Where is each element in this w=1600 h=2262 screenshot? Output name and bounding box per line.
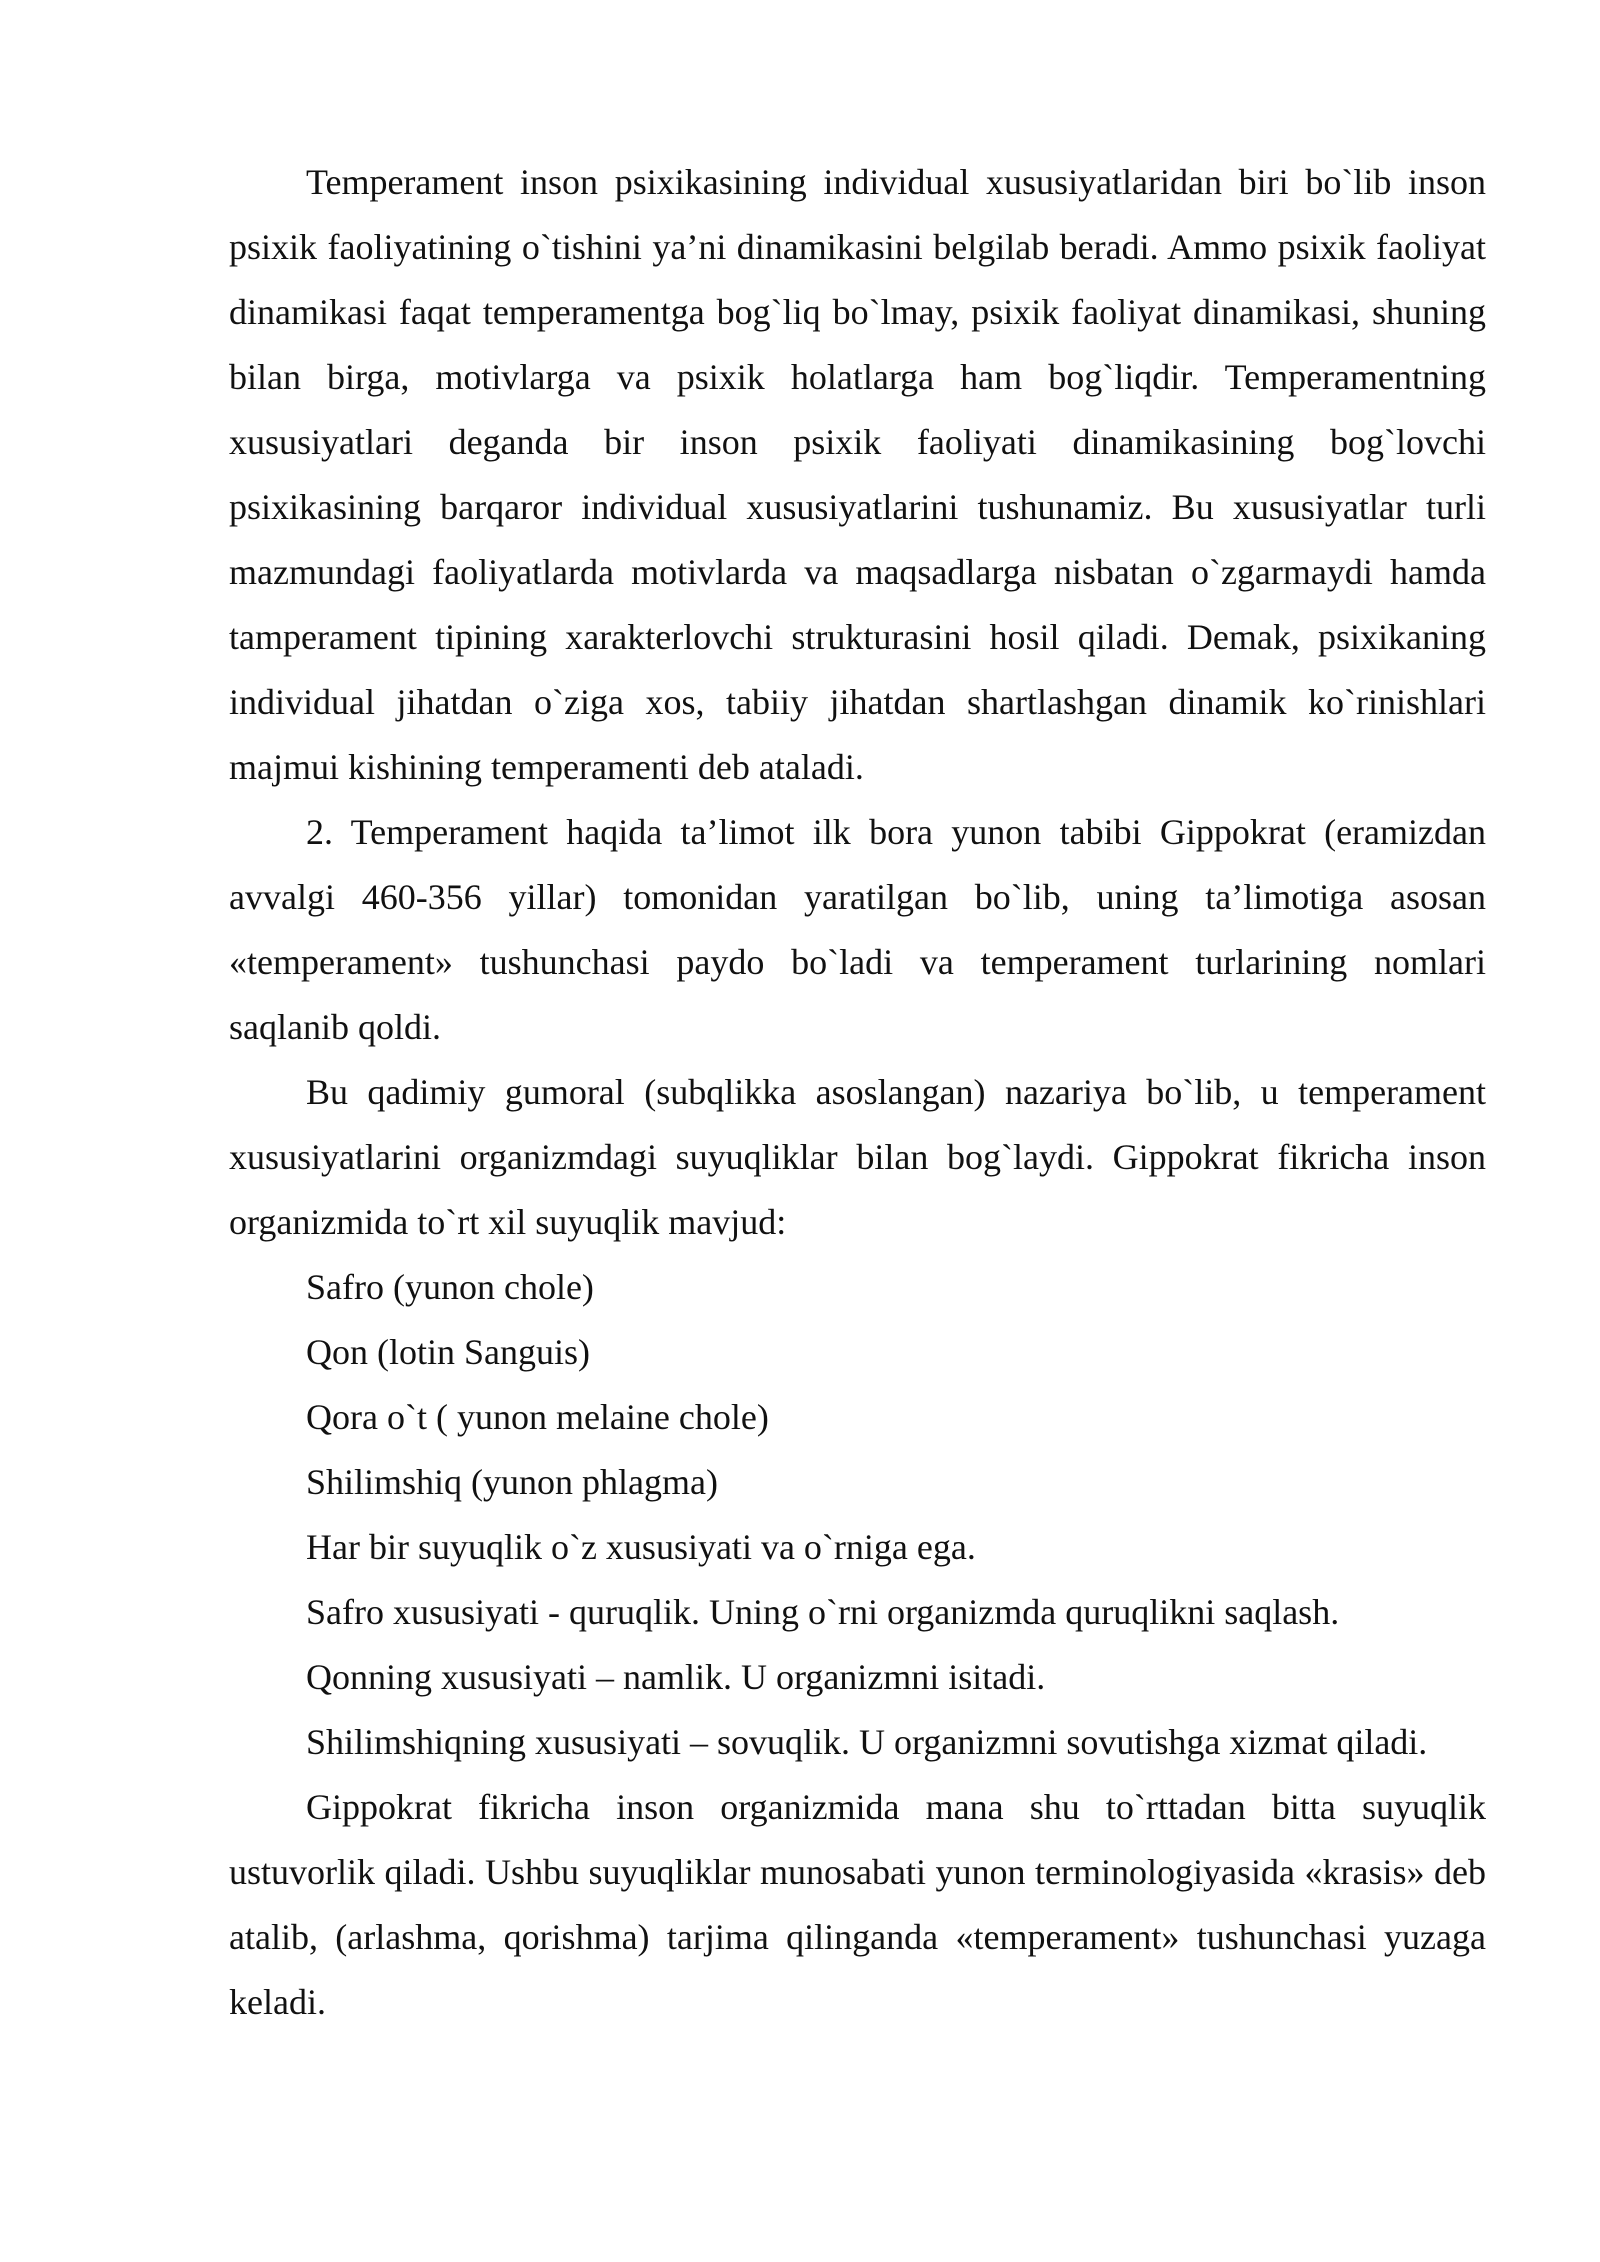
document-body — [229, 150, 1486, 2035]
paragraph-krasis: Gippokrat fikricha inson organizmida mana shu to`rttadan bitta suyuqlik ustuvorlik qiladi. Ushbu suyuqliklar munosabati yunon terminologiyasida «krasis» deb atalib, (arlashma, qorishma) tarjima qilinganda «temperament» tushunchasi yuzaga keladi. — [229, 1787, 1486, 2022]
statement-each-fluid: Har bir suyuqlik o`z xususiyati va o`rniga ega. — [306, 1527, 976, 1567]
paragraph-humoral-theory: Bu qadimiy gumoral (subqlikka asoslangan) nazariya bo`lib, u temperament xususiyatlarini organizmdagi suyuqliklar bilan bog`laydi. Gippokrat fikricha inson organizmida to`rt xil suyuqlik mavjud: — [229, 1072, 1486, 1242]
fluid-item-qon: Qon (lotin Sanguis) — [306, 1332, 590, 1372]
statement-qon-property: Qonning xususiyati – namlik. U organizmni isitadi. — [306, 1657, 1046, 1697]
statement-safro-property: Safro xususiyati - quruqlik. Uning o`rni organizmda quruqlikni saqlash. — [306, 1592, 1340, 1632]
fluid-item-shilimshiq: Shilimshiq (yunon phlagma) — [306, 1462, 718, 1502]
fluid-item-qora-ot: Qora o`t ( yunon melaine chole) — [306, 1397, 769, 1437]
paragraph-temperament-definition: Temperament inson psixikasining individual xususiyatlaridan biri bo`lib inson psixik faoliyatining o`tishini ya’ni dinamikasini belgilab beradi. Ammo psixik faoliyat dinamikasi faqat temperamentga bog`liq bo`lmay, psixik faoliyat dinamikasi, shuning bilan birga, motivlarga va psixik holatlarga ham bog`liqdir. Temperamentning xususiyatlari deganda bir inson psixik faoliyati dinamikasining bog`lovchi psixikasining barqaror individual xususiyatlarini tushunamiz. Bu xususiyatlar turli mazmundagi faoliyatlarda motivlarda va maqsadlarga nisbatan o`zgarmaydi hamda tamperament tipining xarakterlovchi strukturasini hosil qiladi. Demak, psixikaning individual jihatdan o`ziga xos, tabiiy jihatdan shartlashgan dinamik ko`rinishlari majmui kishining temperamenti deb ataladi. — [229, 162, 1486, 787]
paragraph-gippokrat-theory: 2. Temperament haqida ta’limot ilk bora yunon tabibi Gippokrat (eramizdan avvalgi 460-356 yillar) tomonidan yaratilgan bo`lib, uning ta’limotiga asosan «temperament» tushunchasi paydo bo`ladi va temperament turlarining nomlari saqlanib qoldi. — [229, 812, 1486, 1047]
fluid-item-safro: Safro (yunon chole) — [306, 1267, 594, 1307]
statement-shilimshiq-property: Shilimshiqning xususiyati – sovuqlik. U organizmni sovutishga xizmat qiladi. — [306, 1722, 1428, 1762]
